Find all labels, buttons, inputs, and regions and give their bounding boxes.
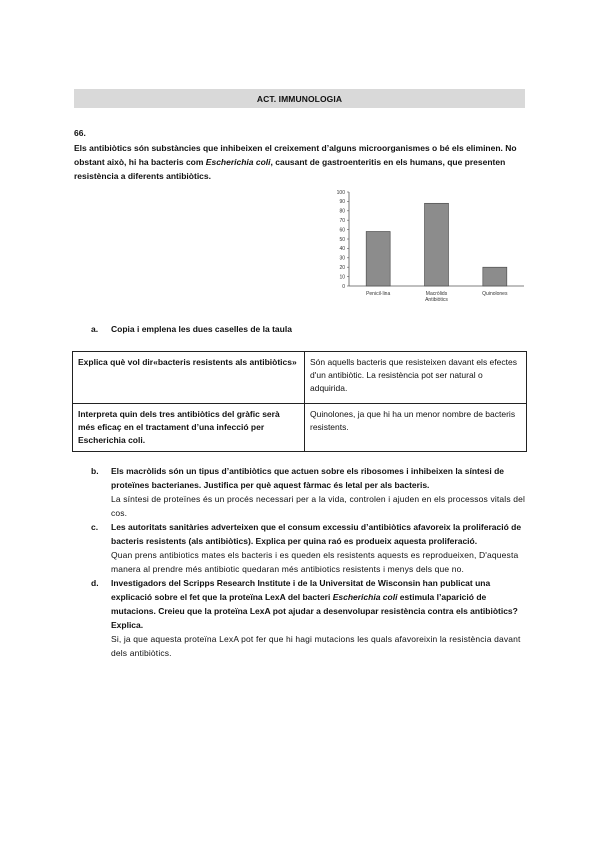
part-a-text: Copia i emplena les dues caselles de la taula	[111, 324, 292, 334]
item-d-species: Escherichia coli	[332, 592, 398, 602]
y-tick-label: 70	[339, 218, 345, 224]
intro-text-1: Els antibiòtics són substàncies que inhibeixen el creixement d’alguns microorganismes o bé els eliminen. No obstant això, hi ha bacteris com	[74, 143, 517, 167]
resistance-bar-chart	[330, 186, 530, 316]
x-tick-label: Macròlids Antibiòtics	[425, 291, 448, 303]
y-tick-label: 80	[339, 208, 345, 215]
intro-text-2: , causant de gastroenteritis en els humans, que presenten resistència a diferents antibiòtics.	[74, 157, 506, 181]
x-tick-label: Penicil·lina	[366, 291, 391, 297]
item-b-label: b.	[91, 466, 99, 476]
answer-table	[72, 351, 527, 452]
bar	[425, 203, 449, 286]
table-cell-question: Explica què vol dir«bacteris resistents als antibiòtics»	[73, 352, 305, 404]
table-cell-question: Interpreta quin dels tres antibiòtics del gràfic serà més eficaç en el tractament d’una infecció per Escherichia coli.	[73, 404, 305, 452]
table-cell-answer: Quinolones, ja que hi ha un menor nombre de bacteris resistents.	[305, 404, 527, 452]
part-a	[91, 324, 292, 334]
table-cell-answer: Són aquells bacteris que resisteixen davant els efectes d'un antibiòtic. La resistència pot ser natural o adquirida.	[305, 352, 527, 404]
item-d-answer: Si, ja que aquesta proteïna LexA pot fer que hi hagi mutacions les quals afavoreixin la resistència davant dels antibiòtics.	[111, 634, 521, 658]
table-row	[73, 404, 527, 452]
item-d-question	[111, 576, 531, 632]
bar	[366, 231, 390, 286]
y-tick-label: 90	[339, 199, 345, 206]
y-tick-label: 0	[342, 283, 345, 290]
page-title: ACT. IMMUNOLOGIA	[256, 93, 343, 104]
x-tick-label: Quinolones	[482, 291, 508, 297]
item-d-question-1: Investigadors del Scripps Research Institute i de la Universitat de Wisconsin han publicat una explicació sobre el fet que la proteïna LexA del bacteri	[111, 578, 491, 602]
question-number: 66.	[74, 128, 86, 138]
item-d	[91, 576, 531, 660]
question-items	[91, 464, 531, 660]
item-d-label: d.	[91, 578, 99, 588]
header-bar	[74, 89, 525, 108]
item-c-question: Les autoritats sanitàries adverteixen que el consum excessiu d’antibiòtics afavoreix la proliferació de bacteris resistents (als antibiòtics). Explica per quina raó es produeix aquesta proliferació.	[111, 522, 522, 546]
item-c	[91, 520, 531, 576]
y-tick-label: 50	[339, 236, 345, 243]
item-b-answer: La síntesi de proteïnes és un procés necessari per a la vida, controlen i ajuden en els processos vitals del cos.	[111, 494, 526, 518]
question-intro	[74, 141, 534, 183]
table-row	[73, 352, 527, 404]
item-c-label: c.	[91, 522, 99, 532]
y-tick-label: 20	[339, 265, 345, 271]
intro-species: Escherichia coli	[205, 157, 271, 167]
y-tick-label: 100	[336, 189, 345, 196]
y-tick-label: 60	[339, 227, 345, 234]
bar	[483, 267, 507, 286]
y-tick-label: 10	[339, 274, 345, 281]
item-b	[91, 464, 531, 520]
item-c-answer: Quan prens antibiotics mates els bacteris i es queden els resistents aquests es reprodueixen, D'aquesta manera al prendre més antibiotic quedaran més antibiotics resistents i menys dels que no.	[111, 550, 519, 574]
item-d-question-2: estimula l’aparició de mutacions. Creieu que la proteïna LexA pot ajudar a desenvolupar resistència contra els antibiòtics? Explica.	[111, 592, 518, 630]
y-tick-label: 40	[339, 246, 345, 253]
y-tick-label: 30	[339, 255, 345, 262]
part-a-label: a.	[91, 324, 99, 334]
item-b-question: Els macròlids són un tipus d’antibiòtics que actuen sobre els ribosomes i inhibeixen la síntesi de proteïnes bacterianes. Justifica per què aquest fàrmac és letal per als bacteris.	[111, 466, 504, 490]
